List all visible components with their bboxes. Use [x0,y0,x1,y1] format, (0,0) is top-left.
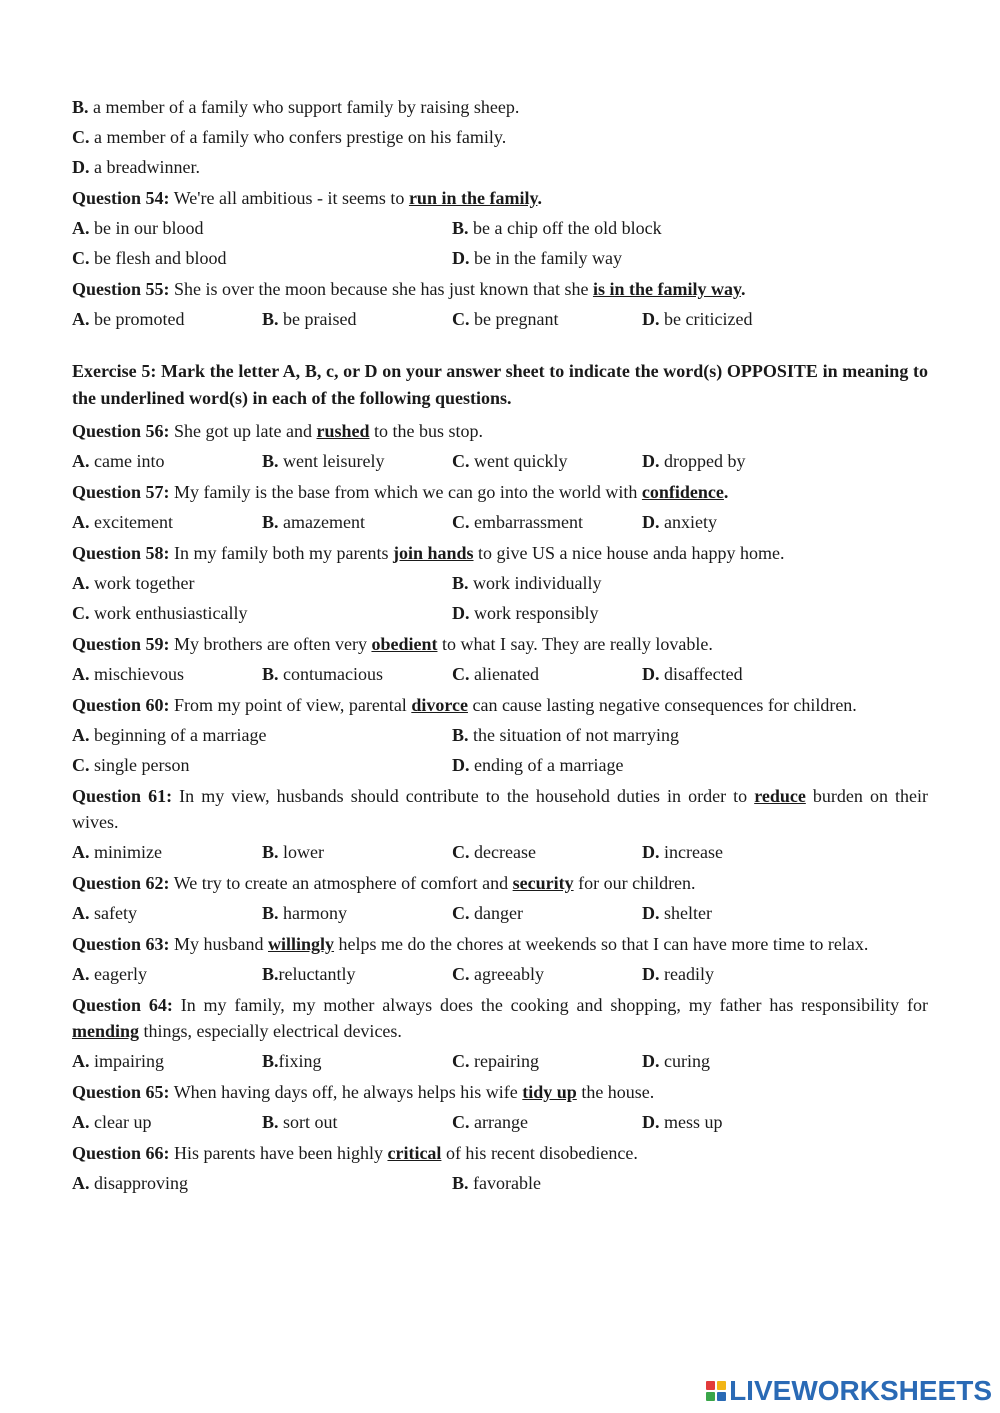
option-c[interactable]: C. embarrassment [452,512,583,532]
underlined-phrase: is in the family way [592,279,741,299]
option-a[interactable]: A. disapproving [72,1173,188,1193]
question-66: Question 66: His parents have been highly critical of his recent disobedience. [72,1143,638,1163]
worksheet-page [72,94,928,1200]
options-62 [72,900,928,926]
underlined-phrase: run in the family [408,188,538,208]
option-c[interactable]: C. decrease [452,842,536,862]
option-d[interactable]: D. mess up [642,1112,723,1132]
options-55 [72,306,928,332]
option-b[interactable]: B. sort out [262,1112,338,1132]
question-57: Question 57: My family is the base from which we can go into the world with confidence. [72,482,729,502]
underlined-phrase: tidy up [522,1082,577,1102]
option-b[interactable]: B. be praised [262,309,357,329]
option-b[interactable]: B. the situation of not marrying [452,725,679,745]
option-b[interactable]: B. lower [262,842,324,862]
option-d[interactable]: D. work responsibly [452,603,599,623]
option-c[interactable]: C. work enthusiastically [72,603,248,623]
option-a[interactable]: A. work together [72,573,195,593]
question-58: Question 58: In my family both my parents join hands to give US a nice house anda happy home. [72,543,785,563]
logo-grid-icon [706,1381,726,1401]
option-d[interactable]: D. shelter [642,903,712,923]
options-58-row2 [72,600,928,626]
underlined-phrase: join hands [392,543,474,563]
options-59 [72,661,928,687]
exercise-5-instructions: Exercise 5: Mark the letter A, B, c, or D on your answer sheet to indicate the word(s) OPPOSITE in meaning to the underlined word(s) in each of the following questions. [72,361,928,408]
underlined-word: obedient [371,634,438,654]
option-b[interactable]: B. amazement [262,512,365,532]
option-a[interactable]: A. safety [72,903,137,923]
option-d[interactable]: D. disaffected [642,664,743,684]
underlined-word: rushed [316,421,370,441]
option-b[interactable]: B.reluctantly [262,964,356,984]
option-b[interactable]: B. contumacious [262,664,383,684]
question-60: Question 60: From my point of view, parental divorce can cause lasting negative consequences for children. [72,695,857,715]
question-54: Question 54: We're all ambitious - it seems to run in the family. [72,188,542,208]
intro-option-c: C. a member of a family who confers prestige on his family. [72,127,507,147]
underlined-word: reduce [754,786,806,806]
options-66 [72,1170,928,1196]
option-a[interactable]: A. came into [72,451,165,471]
options-63 [72,961,928,987]
underlined-word: divorce [411,695,468,715]
option-c[interactable]: C. alienated [452,664,539,684]
options-60-row2 [72,752,928,778]
underlined-word: security [512,873,574,893]
option-b[interactable]: B. work individually [452,573,602,593]
option-d[interactable]: D. increase [642,842,723,862]
option-d[interactable]: D. be in the family way [452,248,622,268]
question-59: Question 59: My brothers are often very obedient to what I say. They are really lovable. [72,634,713,654]
option-b[interactable]: B. be a chip off the old block [452,218,662,238]
question-61: Question 61: In my view, husbands should contribute to the household duties in order to reduce burden on their wives. [72,786,928,832]
option-a[interactable]: A. beginning of a marriage [72,725,267,745]
option-a[interactable]: A. mischievous [72,664,184,684]
options-56 [72,448,928,474]
option-d[interactable]: D. readily [642,964,714,984]
question-63: Question 63: My husband willingly helps me do the chores at weekends so that I can have more time to relax. [72,934,869,954]
option-d[interactable]: D. ending of a marriage [452,755,624,775]
option-c[interactable]: C. danger [452,903,523,923]
underlined-word: critical [387,1143,442,1163]
option-b[interactable]: B. went leisurely [262,451,385,471]
option-c[interactable]: C. arrange [452,1112,528,1132]
option-b[interactable]: B.fixing [262,1051,322,1071]
option-b[interactable]: B. harmony [262,903,347,923]
options-61 [72,839,928,865]
underlined-word: mending [72,1021,140,1041]
option-d[interactable]: D. dropped by [642,451,746,471]
option-c[interactable]: C. be pregnant [452,309,559,329]
option-b[interactable]: B. favorable [452,1173,541,1193]
options-54-row1 [72,215,928,241]
question-55: Question 55: She is over the moon because she has just known that she is in the family way. [72,279,746,299]
option-d[interactable]: D. curing [642,1051,710,1071]
options-54-row2 [72,245,928,271]
option-a[interactable]: A. be in our blood [72,218,204,238]
question-62: Question 62: We try to create an atmosphere of comfort and security for our children. [72,873,696,893]
underlined-word: confidence [641,482,724,502]
option-a[interactable]: A. eagerly [72,964,147,984]
intro-option-d: D. a breadwinner. [72,157,200,177]
option-c[interactable]: C. single person [72,755,190,775]
question-56: Question 56: She got up late and rushed to the bus stop. [72,421,484,441]
option-a[interactable]: A. clear up [72,1112,152,1132]
option-a[interactable]: A. impairing [72,1051,164,1071]
option-c[interactable]: C. went quickly [452,451,568,471]
option-c[interactable]: C. repairing [452,1051,539,1071]
option-a[interactable]: A. be promoted [72,309,185,329]
option-d[interactable]: D. be criticized [642,309,753,329]
option-a[interactable]: A. minimize [72,842,162,862]
option-a[interactable]: A. excitement [72,512,173,532]
logo-text: LIVEWORKSHEETS [729,1375,992,1406]
options-64 [72,1048,928,1074]
intro-option-b: B. a member of a family who support family by raising sheep. [72,97,520,117]
liveworksheets-logo [706,1375,992,1407]
options-65 [72,1109,928,1135]
options-60-row1 [72,722,928,748]
options-58-row1 [72,570,928,596]
option-d[interactable]: D. anxiety [642,512,717,532]
question-64: Question 64: In my family, my mother always does the cooking and shopping, my father has responsibility for mending things, especially electrical devices. [72,995,929,1041]
option-c[interactable]: C. be flesh and blood [72,248,227,268]
options-57 [72,509,928,535]
option-c[interactable]: C. agreeably [452,964,544,984]
question-65: Question 65: When having days off, he always helps his wife tidy up the house. [72,1082,655,1102]
underlined-word: willingly [268,934,335,954]
